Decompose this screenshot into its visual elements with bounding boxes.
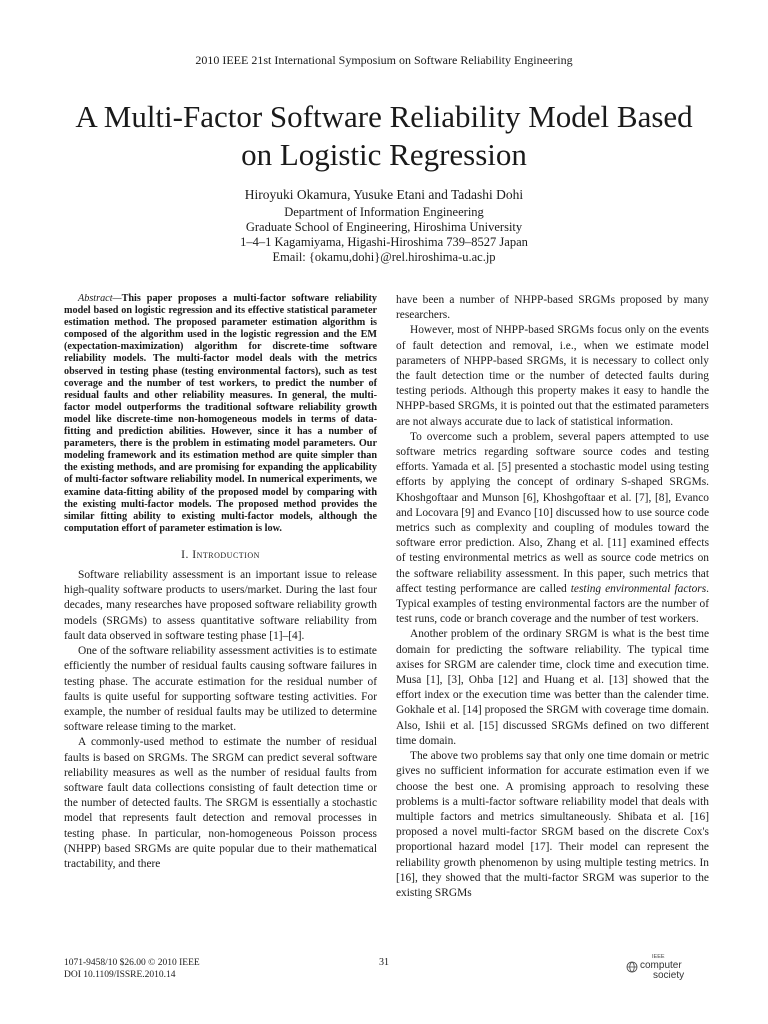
author-names: Hiroyuki Okamura, Yusuke Etani and Tadashi Dohi [244, 187, 524, 202]
author-email: Email: {okamu,dohi}@rel.hiroshima-u.ac.jp [272, 250, 496, 264]
author-block [0, 187, 768, 265]
title-line-1: A Multi-Factor Software Reliability Model Based [75, 99, 693, 134]
author-department: Department of Information Engineering [284, 205, 484, 219]
intro-paragraph-3: A commonly-used method to estimate the number of residual faults is based on SRGMs. The SRGM can predict several software reliability measures as well as the number of residual faults from software fault data collections consisting of fault detection time or the number of detected faults. The SRGM is essentially a stochastic model that represents fault detection and removal processes in testing phase. In particular, non-homogeneous Poisson process (NHPP) based SRGMs are quite popular due to their mathematical tractability, and there [64, 736, 377, 870]
right-paragraph-3: Another problem of the ordinary SRGM is what is the best time domain for predicting the software reliability. The typical time axises for SRGM are calender time, clock time and execution time. Musa [1], [3], Ohba [12] and Huang et al. [13] showed that the effort index or the execution time was better than the calender time. Gokhale et al. [14] proposed the SRGM with coverage time domain. Also, Ishii et al. [15] discussed SRGMs defined on two different time domain. [396, 628, 709, 747]
abstract-dash: — [112, 293, 122, 304]
author-address: 1–4–1 Kagamiyama, Higashi-Hiroshima 739–8527 Japan [240, 235, 528, 249]
right-paragraph-2b: . Typical examples of testing environmental factors are the number of test runs, code or branch coverage and the number of test workers. [396, 582, 710, 626]
section-heading-introduction: I. Introduction [181, 547, 260, 561]
footer-doi: DOI 10.1109/ISSRE.2010.14 [64, 970, 176, 980]
right-paragraph-2 [396, 430, 709, 628]
conference-header: 2010 IEEE 21st International Symposium on Software Reliability Engineering [195, 53, 573, 67]
right-paragraph-0: have been a number of NHPP-based SRGMs proposed by many researchers. [396, 294, 709, 322]
right-paragraph-4: The above two problems say that only one time domain or metric gives no sufficient information for accurate estimation even if we choose the best one. A promising approach to resolving these problems is a multi-factor software reliability model that deals with multiple factors and metrics simultaneously. Shibata et al. [16] proposed a novel multi-factor SRGM based on the discrete Cox's proportional hazard model [17]. Their model can represent the reliability growth phenomenon by using multiple testing metrics. In [16], they showed that the multi-factor SRGM was superior to the existing SRGMs [396, 750, 709, 899]
intro-paragraph-1: Software reliability assessment is an important issue to release high-quality software products to users/market. During the last four decades, many researches have proposed software reliability growth models (SRGMs) to assess quantitative software reliability from fault data observed in software testing phase [1]–[4]. [64, 569, 377, 642]
logo-computer: computer [640, 960, 682, 971]
title-line-2: on Logistic Regression [241, 137, 527, 172]
left-column [64, 293, 377, 872]
intro-paragraph-2: One of the software reliability assessment activities is to estimate efficiently the number of residual faults causing software failures in testing phase. The accurate estimation for the residual number of faults is quite useful for supporting software testing activities. For example, the number of residual faults may be utilized to determine software release timing to the market. [64, 645, 377, 734]
abstract [64, 293, 377, 535]
right-column [396, 293, 709, 901]
abstract-text: This paper proposes a multi-factor software reliability model based on logistic regression and its effective statistical parameter estimation method. The proposed parameter estimation algorithm is composed of the algorithm used in the logistic regression and the EM (expectation-maximization) algorithm for discrete-time software reliability models. The multi-factor model deals with the metrics observed in testing phase (testing environmental factors), such as test coverage and the number of test workers, to predict the number of residual faults and other reliability measures. In general, the multi-factor model outperforms the traditional software reliability growth model like discrete-time non-homogeneous models in terms of data-fitting and prediction abilities. However, since it has a number of parameters, there is the problem in estimating model parameters. Our modeling framework and its estimation method are quite simpler than the existing methods, and are promising for expanding the applicability of multi-factor software reliability model. In numerical experiments, we examine data-fitting ability of the proposed model by comparing with the existing multi-factor models. The proposed method provides the similar fitting ability to existing multi-factor models, although the computation effort of parameter estimation is low. [64, 293, 377, 534]
logo-ieee: IEEE [652, 954, 665, 960]
right-paragraph-1: However, most of NHPP-based SRGMs focus only on the events of fault detection and removal, i.e., when we estimate model parameters of NHPP-based SRGMs, it is necessary to collect only the fault detection time or the number of detected faults during testing periods. Although this property makes it easy to handle the NHPP-based SRGMs, it is pointed out that the estimated parameters are not always accurate due to lack of statistical information. [396, 324, 709, 428]
logo-society: society [653, 970, 685, 981]
right-paragraph-2a: To overcome such a problem, several papers attempted to use software metrics regarding software source codes and testing efforts. Yamada et al. [5] presented a stochastic model using testing efforts by applying the concept of ordinary S-shaped SRGMs. Khoshgoftaar and Munson [6], Khoshgoftaar et al. [7], [8], Evanco and Locovara [9] and Evanco [10] discussed how to use source code metrics such as complexity and coupling of modules toward the software error prediction. Also, Zhang et al. [11] examined effects of testing environmental metrics as well as source code metrics on the software reliability assessment. In this paper, such metrics that affect testing performance are called [396, 430, 709, 595]
footer-issn: 1071-9458/10 $26.00 © 2010 IEEE [64, 958, 200, 968]
author-school: Graduate School of Engineering, Hiroshima University [245, 220, 523, 234]
ieee-computer-society-logo [625, 951, 705, 981]
term-testing-environmental-factors: testing environmental factors [570, 582, 707, 595]
page-number: 31 [379, 957, 389, 968]
abstract-lead: Abstract [78, 293, 113, 304]
paper-title [40, 98, 728, 174]
